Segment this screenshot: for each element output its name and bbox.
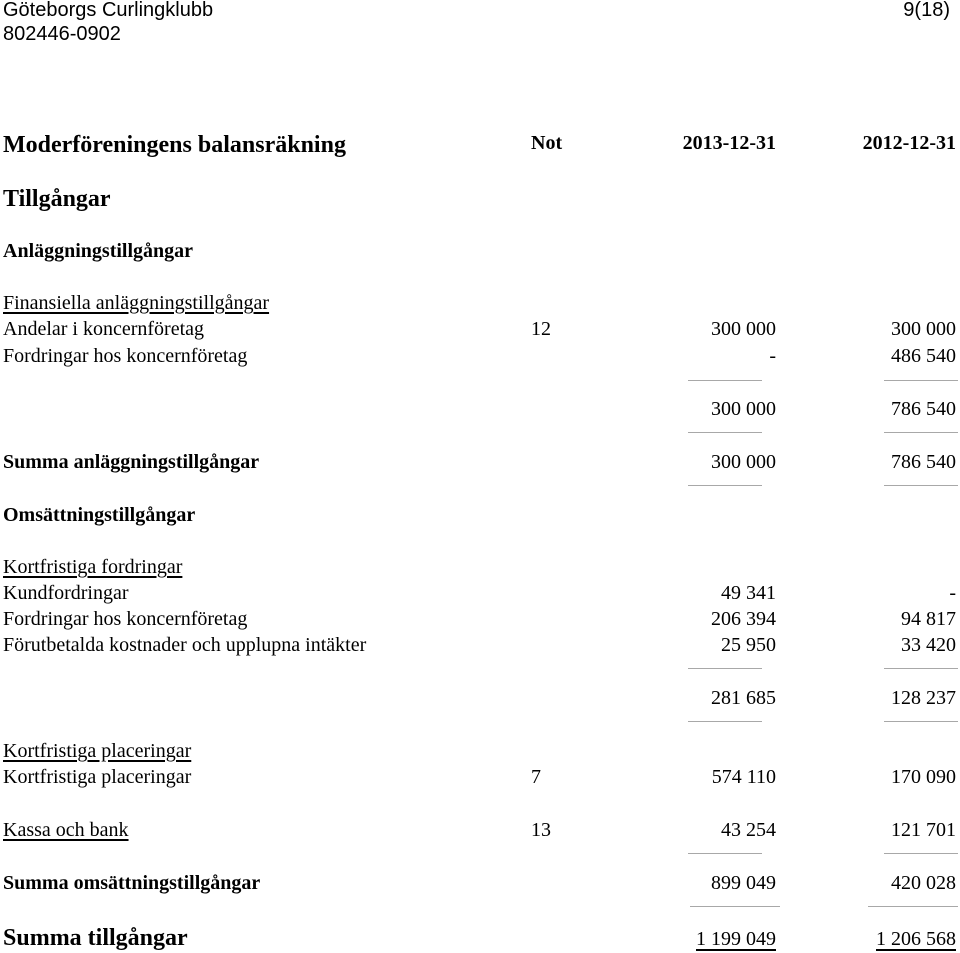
subtotal-rule [884,721,958,722]
row-value-2012-sum-current: 420 028 [891,872,956,894]
row-label-sum-assets: Summa tillgångar [3,925,188,951]
subtotal-2012-financial: 786 540 [891,398,956,420]
subtotal-rule [884,432,958,433]
sum-rule [688,853,762,854]
row-value-2013-kundfordringar: 49 341 [721,582,776,604]
row-value-2012-placeringar: 170 090 [891,766,956,788]
row-value-2012-sum-fixed: 786 540 [891,451,956,473]
statement-title: Moderföreningens balansräkning [3,132,346,158]
subsection-heading-financial: Finansiella anläggningstillgångar [3,292,270,314]
column-header-2012: 2012-12-31 [862,132,956,154]
column-header-not: Not [531,132,563,154]
row-value-2013-andelar: 300 000 [711,318,776,340]
page-number: 9(18) [903,0,950,21]
row-value-2012-fordringar-fixed: 486 540 [891,345,956,367]
row-label-sum-current: Summa omsättningstillgångar [3,872,261,894]
row-value-2012-sum-assets: 1 206 568 [876,928,956,950]
row-value-2013-fordringar-current: 206 394 [711,608,776,630]
section-heading-current-assets: Omsättningstillgångar [3,504,196,526]
row-label-kundfordringar: Kundfordringar [3,582,129,604]
org-name: Göteborgs Curlingklubb [3,0,214,21]
row-value-2013-fordringar-fixed: - [769,345,776,367]
subtotal-rule [688,432,762,433]
subtotal-2013-receivables: 281 685 [711,687,776,709]
row-note-placeringar: 7 [531,766,541,788]
subtotal-rule [688,668,762,669]
sum-rule [884,485,958,486]
subtotal-rule [884,668,958,669]
subsection-heading-investments: Kortfristiga placeringar [3,740,192,762]
subtotal-rule [688,380,762,381]
row-value-2012-kundfordringar: - [949,582,956,604]
subsection-heading-receivables: Kortfristiga fordringar [3,556,183,578]
row-label-placeringar: Kortfristiga placeringar [3,766,192,788]
total-rule [690,906,780,907]
row-value-2012-kassa: 121 701 [891,819,956,841]
row-label-fordringar-fixed: Fordringar hos koncernföretag [3,345,248,367]
row-value-2012-andelar: 300 000 [891,318,956,340]
total-rule [868,906,958,907]
section-heading-fixed-assets: Anläggningstillgångar [3,240,194,262]
row-label-fordringar-current: Fordringar hos koncernföretag [3,608,248,630]
column-header-2013: 2013-12-31 [682,132,776,154]
row-label-kassa: Kassa och bank [3,819,129,841]
row-value-2013-kassa: 43 254 [721,819,776,841]
sum-rule [688,485,762,486]
subtotal-rule [688,721,762,722]
row-label-forutbetalda: Förutbetalda kostnader och upplupna intäkter [3,634,367,656]
org-number: 802446-0902 [3,23,121,45]
section-heading-assets: Tillgångar [3,186,111,212]
sum-rule [884,853,958,854]
row-value-2013-forutbetalda: 25 950 [721,634,776,656]
row-note-andelar: 12 [531,318,551,340]
row-value-2013-placeringar: 574 110 [711,766,776,788]
row-value-2013-sum-fixed: 300 000 [711,451,776,473]
subtotal-2013-financial: 300 000 [711,398,776,420]
row-label-sum-fixed: Summa anläggningstillgångar [3,451,260,473]
row-value-2012-forutbetalda: 33 420 [901,634,956,656]
row-label-andelar: Andelar i koncernföretag [3,318,205,340]
row-value-2012-fordringar-current: 94 817 [901,608,956,630]
row-note-kassa: 13 [531,819,551,841]
row-value-2013-sum-assets: 1 199 049 [696,928,776,950]
subtotal-2012-receivables: 128 237 [891,687,956,709]
subtotal-rule [884,380,958,381]
row-value-2013-sum-current: 899 049 [711,872,776,894]
